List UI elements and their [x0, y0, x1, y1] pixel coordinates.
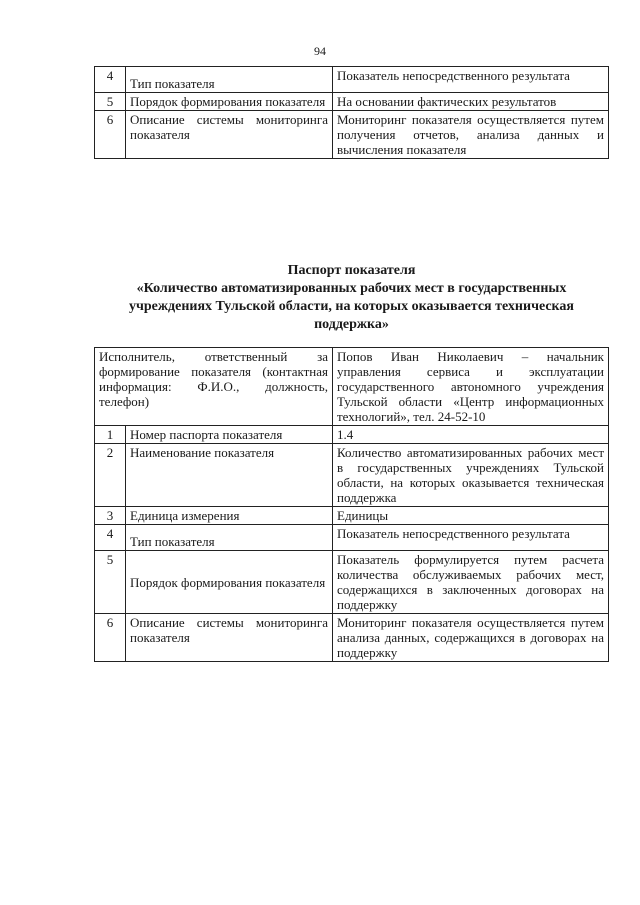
- row-number: 4: [95, 525, 126, 551]
- row-value: Мониторинг показателя осуществляется путем анализа данных, содержащихся в договорах на поддержку: [333, 614, 609, 662]
- table-row: [95, 93, 609, 111]
- table-row: [95, 525, 609, 551]
- row-number: 5: [95, 93, 126, 111]
- row-value: Показатель непосредственного результата: [333, 67, 609, 93]
- table-row: [95, 426, 609, 444]
- row-label: Единица измерения: [126, 507, 333, 525]
- table-row: [95, 67, 609, 93]
- row-label: Номер паспорта показателя: [126, 426, 333, 444]
- row-number: 2: [95, 444, 126, 507]
- row-number: 6: [95, 614, 126, 662]
- row-value: Показатель непосредственного результата: [333, 525, 609, 551]
- indicator-table-bottom: [94, 347, 609, 662]
- row-number: 6: [95, 111, 126, 159]
- executor-value: Попов Иван Николаевич – начальник управления сервиса и эксплуатации государственного автономного учреждения Тульской области «Центр информационных технологий», тел. 24-52-10: [333, 348, 609, 426]
- table-row: [95, 111, 609, 159]
- row-number: 5: [95, 551, 126, 614]
- row-label: Тип показателя: [126, 67, 333, 93]
- table-row: [95, 551, 609, 614]
- row-label: Описание системы мониторинга показателя: [126, 111, 333, 159]
- row-number: 4: [95, 67, 126, 93]
- passport-subtitle: «Количество автоматизированных рабочих мест в государственных учреждениях Тульской области, на которых оказывается техническая поддержка»: [129, 281, 574, 332]
- row-value: 1.4: [333, 426, 609, 444]
- table-row: [95, 444, 609, 507]
- row-value: Единицы: [333, 507, 609, 525]
- row-value: Показатель формулируется путем расчета количества обслуживаемых рабочих мест, содержащихся в заключенных договорах на поддержку: [333, 551, 609, 614]
- row-number: 1: [95, 426, 126, 444]
- indicator-table-top: [94, 66, 609, 159]
- row-value: На основании фактических результатов: [333, 93, 609, 111]
- executor-label: Исполнитель, ответственный за формирование показателя (контактная информация: Ф.И.О., должность, телефон): [95, 348, 333, 426]
- row-value: Количество автоматизированных рабочих мест в государственных учреждениях Тульской области, на которых оказывается техническая поддержка: [333, 444, 609, 507]
- page-number: 94: [314, 44, 326, 58]
- row-label: Описание системы мониторинга показателя: [126, 614, 333, 662]
- row-value: Мониторинг показателя осуществляется путем получения отчетов, анализа данных и вычисления показателя: [333, 111, 609, 159]
- row-label: Тип показателя: [126, 525, 333, 551]
- passport-title: Паспорт показателя: [287, 263, 416, 278]
- passport-heading: [94, 262, 609, 334]
- table-row: [95, 614, 609, 662]
- row-number: 3: [95, 507, 126, 525]
- row-label: Порядок формирования показателя: [126, 93, 333, 111]
- row-label: Наименование показателя: [126, 444, 333, 507]
- table-row-header: [95, 348, 609, 426]
- table-row: [95, 507, 609, 525]
- row-label: Порядок формирования показателя: [126, 551, 333, 614]
